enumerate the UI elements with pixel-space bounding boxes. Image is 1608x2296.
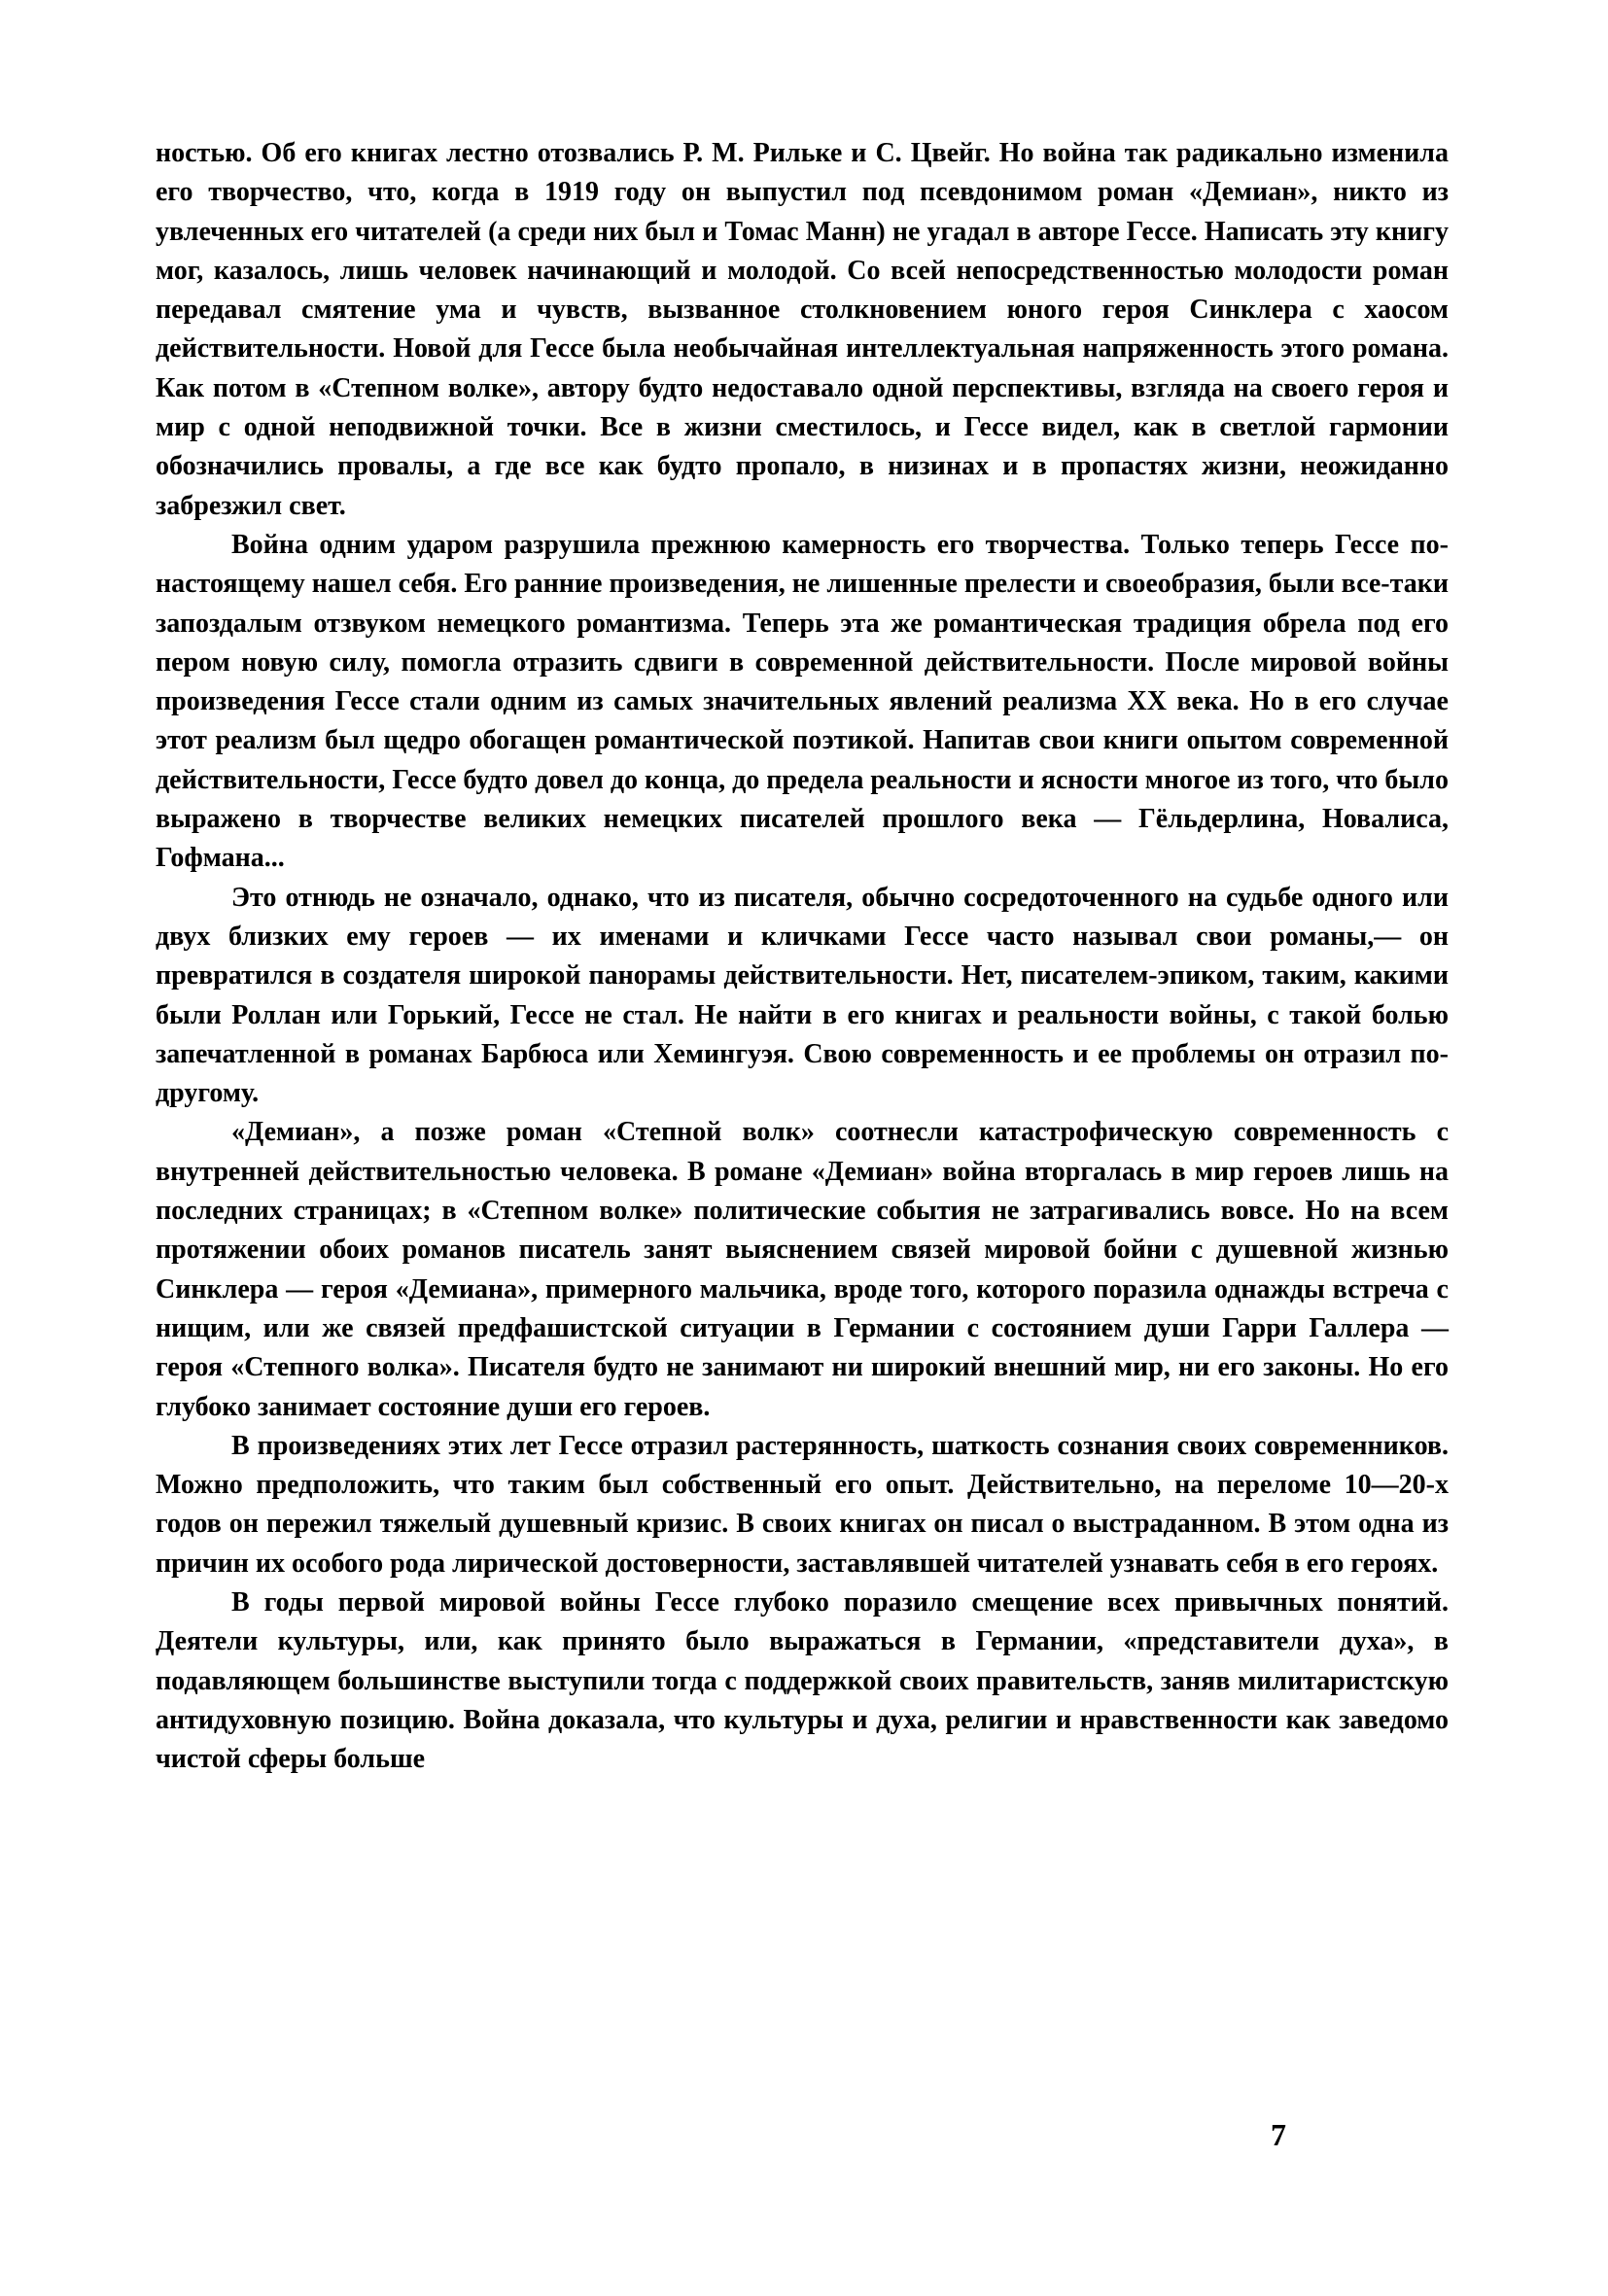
page-body xyxy=(156,134,1449,1779)
paragraph-6: В годы первой мировой войны Гессе глубоко поразило смещение всех привычных понятий. Деятели культуры, или, как принято было выражаться в Германии, «представители духа», в подавляющем большинстве выступили тогда с поддержкой своих правительств, заняв милитаристскую антидуховную позицию. Война доказала, что культуры и духа, религии и нравственности как заведомо чистой сферы больше xyxy=(156,1586,1449,1775)
paragraph-1: ностью. Об его книгах лестно отозвались Р. М. Рильке и С. Цвейг. Но война так радикально изменила его творчество, что, когда в 1919 году он выпустил под псевдонимом роман «Демиан», никто из увлеченных его читателей (а среди них был и Томас Манн) не угадал в авторе Гессе. Написать эту книгу мог, казалось, лишь человек начинающий и молодой. Со всей непосредственностью молодости роман передавал смятение ума и чувств, вызванное столкновением юного героя Синклера с хаосом действительности. Новой для Гессе была необычайная интеллектуальная напряженность этого романа. Как потом в «Степном волке», автору будто недоставало одной перспективы, взгляда на своего героя и мир с одной неподвижной точки. Все в жизни сместилось, и Гессе видел, как в светлой гармонии обозначились провалы, а где все как будто пропало, в низинах и в пропастях жизни, неожиданно забрезжил свет. xyxy=(156,138,1449,521)
paragraph-4: «Демиан», а позже роман «Степной волк» соотнесли катастрофическую современность с внутренней действительностью человека. В романе «Демиан» война вторгалась в мир героев лишь на последних страницах; в «Степном волке» политические события не затрагивались вовсе. Но на всем протяжении обоих романов писатель занят выяснением связей мировой бойни с душевной жизнью Синклера — героя «Демиана», примерного мальчика, вроде того, которого поразила однажды встреча с нищим, или же связей предфашистской ситуации в Германии с состоянием души Гарри Галлера — героя «Степного волка». Писателя будто не занимают ни широкий внешний мир, ни его законы. Но его глубоко занимает состояние души его героев. xyxy=(156,1117,1449,1422)
paragraph-2: Война одним ударом разрушила прежнюю камерность его творчества. Только теперь Гессе по-настоящему нашел себя. Его ранние произведения, не лишенные прелести и своеобразия, были все-таки запоздалым отзвуком немецкого романтизма. Теперь эта же романтическая традиция обрела под его пером новую силу, помогла отразить сдвиги в современной действительности. После мировой войны произведения Гессе стали одним из самых значительных явлений реализма XX века. Но в его случае этот реализм был щедро обогащен романтической поэтикой. Напитав свои книги опытом современной действительности, Гессе будто довел до конца, до предела реальности и ясности многое из того, что было выражено в творчестве великих немецких писателей прошлого века — Гёльдерлина, Новалиса, Гофмана... xyxy=(156,529,1449,874)
page-number: 7 xyxy=(1271,2117,1286,2152)
paragraph-3: Это отнюдь не означало, однако, что из писателя, обычно сосредоточенного на судьбе одного или двух близких ему героев — их именами и кличками Гессе часто называл свои романы,— он превратился в создателя широкой панорамы действительности. Нет, писателем-эпиком, таким, какими были Роллан или Горький, Гессе не стал. Не найти в его книгах и реальности войны, с такой болью запечатленной в романах Барбюса или Хемингуэя. Свою современность и ее проблемы он отразил по-другому. xyxy=(156,882,1449,1109)
paragraph-5: В произведениях этих лет Гессе отразил растерянность, шаткость сознания своих современников. Можно предположить, что таким был собственный его опыт. Действительно, на переломе 10—20-х годов он пережил тяжелый душевный кризис. В своих книгах он писал о выстраданном. В этом одна из причин их особого рода лирической достоверности, заставлявшей читателей узнавать себя в его героях. xyxy=(156,1430,1449,1579)
